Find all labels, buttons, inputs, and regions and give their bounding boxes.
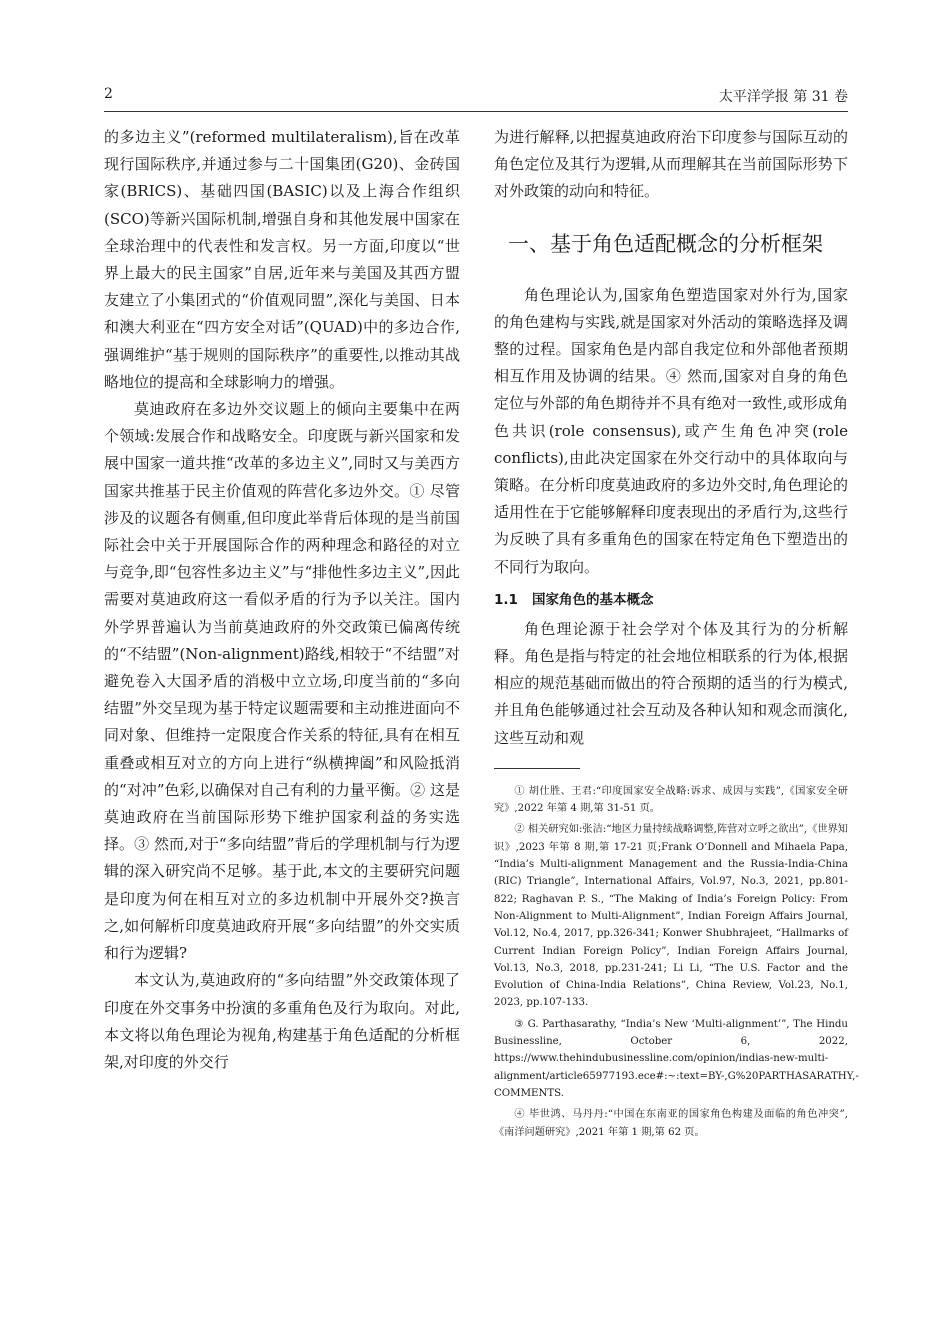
body-paragraph: 角色理论认为,国家角色塑造国家对外行为,国家的角色建构与实践,就是国家对外活动的策略选择及调整的过程。国家角色是内部自我定位和外部他者预期相互作用及协调的结果。④ 然而,国家对自身的角色定位与外部的角色期待并不具有绝对一致性,或形成角色共识(role consensus),或产生角色冲突(role conflicts),由此决定国家在外交行动中的具体取向与策略。在分析印度莫迪政府的多边外交时,角色理论的适用性在于它能够解释印度表现出的矛盾行为,这些行为反映了具有多重角色的国家在特定角色下塑造出的不同行为取向。: [494, 285, 848, 576]
footnote: ④ 毕世鸿、马丹丹:“中国在东南亚的国家角色构建及面临的角色冲突”,《南洋问题研究》,2021 年第 1 期,第 62 页。: [494, 1109, 848, 1138]
footnote: ① 胡仕胜、王君:“印度国家安全战略:诉求、成因与实践”,《国家安全研究》,2022 年第 4 期,第 31-51 页。: [494, 785, 848, 815]
running-head: 太平洋学报 第 31 卷: [718, 89, 848, 105]
right-column: [494, 124, 859, 1141]
subsection-title: 国家角色的基本概念: [532, 591, 654, 608]
header-rule: [104, 111, 848, 112]
body-paragraph: 为进行解释,以把握莫迪政府治下印度参与国际互动的角色定位及其行为逻辑,从而理解其在当前国际形势下对外政策的动向和特征。: [494, 128, 848, 201]
subsection-heading: [494, 587, 848, 614]
page-number: 2: [104, 86, 113, 102]
body-paragraph: 角色理论源于社会学对个体及其行为的分析解释。角色是指与特定的社会地位相联系的行为体,根据相应的规范基础而做出的符合预期的适当的行为模式,并且角色能够通过社会互动及各种认知和观念而演化,这些互动和观: [494, 619, 848, 747]
footnote: ③ G. Parthasarathy, “India’s New ‘Multi-alignment’”, The Hindu Businessline, October 6, 2022, https://www.thehindubusinessline.com/opinion/indias-new-multi-alignment/article65977193.ece#:~:text=BY-,G%20PARTHASARATHY,-COMMENTS.: [494, 1018, 859, 1099]
subsection-number: 1.1: [494, 591, 518, 608]
section-heading: 一、基于角色适配概念的分析框架: [508, 231, 823, 256]
footnote: ② 相关研究如:张洁:“地区力量持续战略调整,阵营对立呼之欲出”,《世界知识》,2023 年第 8 期,第 17-21 页;Frank O’Donnell and Mihaela Papa, “India’s Multi-alignment Management and the Russia-India-China (RIC) Triangle”, International Affairs, Vol.97, No.3, 2021, pp.801-822; Raghavan P. S., “The Making of India’s Foreign Policy: From Non-Alignment to Multi-Alignment”, Indian Foreign Affairs Journal, Vol.12, No.4, 2017, pp.326-341; Konwer Shubhrajeet, “Hallmarks of Current Indian Foreign Policy”, Indian Foreign Affairs Journal, Vol.13, No.3, 2018, pp.231-241; Li Li, “The U.S. Factor and the Evolution of China-India Relations”, China Review, Vol.23, No.1, 2023, pp.107-133.: [494, 824, 848, 1009]
body-paragraph: 本文认为,莫迪政府的“多向结盟”外交政策体现了印度在外交事务中扮演的多重角色及行为取向。对此,本文将以角色理论为视角,构建基于角色适配的分析框架,对印度的外交行: [104, 971, 460, 1071]
left-column: [104, 124, 460, 1076]
footnote-rule: [494, 768, 580, 769]
body-paragraph: 莫迪政府在多边外交议题上的倾向主要集中在两个领域:发展合作和战略安全。印度既与新兴国家和发展中国家一道共推“改革的多边主义”,同时又与美西方国家共推基于民主价值观的阵营化多边外交。① 尽管涉及的议题各有侧重,但印度此举背后体现的是当前国际社会中关于开展国际合作的两种理念和路径的对立与竞争,即“包容性多边主义”与“排他性多边主义”,因此需要对莫迪政府这一看似矛盾的行为予以关注。国内外学界普遍认为当前莫迪政府的外交政策已偏离传统的“不结盟”(Non-alignment)路线,相较于“不结盟”对避免卷入大国矛盾的消极中立立场,印度当前的“多向结盟”外交呈现为基于特定议题需要和主动推进面向不同对象、但维持一定限度合作关系的特征,具有在相互重叠或相互对立的方向上进行“纵横捭阖”和风险抵消的“对冲”色彩,以确保对自己有利的力量平衡。② 这是莫迪政府在当前国际形势下维护国家利益的务实选择。③ 然而,对于“多向结盟”背后的学理机制与行为逻辑的深入研究尚不足够。基于此,本文的主要研究问题是印度为何在相互对立的多边机制中开展外交?换言之,如何解析印度莫迪政府开展“多向结盟”的外交实质和行为逻辑?: [104, 400, 460, 963]
body-paragraph: 的多边主义”(reformed multilateralism),旨在改革现行国际秩序,并通过参与二十国集团(G20)、金砖国家(BRICS)、基础四国(BASIC)以及上海合作组织(SCO)等新兴国际机制,增强自身和其他发展中国家在全球治理中的代表性和发言权。另一方面,印度以“世界上最大的民主国家”自居,近年来与美国及其西方盟友建立了小集团式的“价值观同盟”,深化与美国、日本和澳大利亚在“四方安全对话”(QUAD)中的多边合作,强调维护“基于规则的国际秩序”的重要性,以推动其战略地位的提高和全球影响力的增强。: [104, 128, 460, 391]
